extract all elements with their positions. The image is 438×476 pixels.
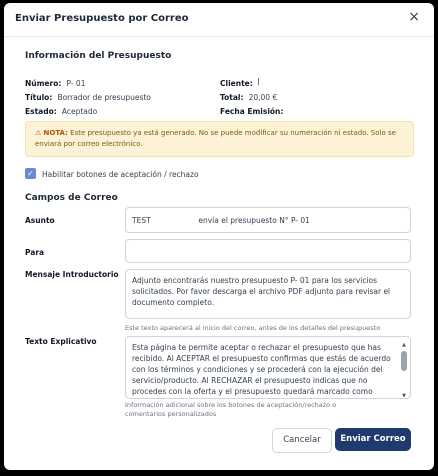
titulo-value: Borrador de presupuesto [57, 93, 151, 102]
cancel-button[interactable]: Cancelar [272, 428, 332, 453]
para-value [126, 240, 410, 254]
send-email-button[interactable]: Enviar Correo [335, 428, 411, 451]
enable-buttons-checkbox[interactable] [25, 168, 36, 179]
dialog-header [4, 3, 434, 37]
enable-buttons-label: Habilitar botones de aceptación / rechazo [42, 170, 199, 179]
estado-row [25, 99, 97, 118]
asunto-input[interactable] [125, 207, 411, 233]
fecha-row [220, 99, 283, 118]
checkmark-icon: ✓ [27, 169, 34, 178]
info-heading: Información del Presupuesto [25, 51, 172, 61]
mensaje-hint: Este texto aparecerá al inicio del correo, antes de los detalles del presupuesto [125, 324, 381, 332]
notice-box [25, 121, 414, 157]
notice-text-block [35, 128, 407, 150]
send-budget-dialog [4, 3, 434, 470]
asunto-label: Asunto [25, 216, 55, 225]
close-icon[interactable]: × [408, 9, 420, 25]
para-input[interactable] [125, 239, 411, 263]
texto-scrollbar[interactable] [401, 343, 407, 399]
total-value: 20,00 € [248, 93, 278, 102]
cliente-cursor [258, 78, 259, 85]
mensaje-textarea[interactable] [125, 269, 411, 319]
titulo-label: Título: [25, 93, 53, 102]
texto-hint: Información adicional sobre los botones de aceptación/rechazo o comentarios personalizados [125, 401, 337, 418]
total-label: Total: [220, 93, 244, 102]
texto-value: Esta página te permite aceptar o rechazar el presupuesto que has recibido. Al ACEPTAR el presupuesto confirmas que estás de acuerdo con los términos y condiciones y se procederá con la ejecución del servicio/producto. Al RECHAZAR el presupuesto indicas que no procedes con la oferta y el presupuesto quedará marcado como [132, 343, 391, 396]
notice-text: Este presupuesto ya está generado. No se puede modificar su numeración ni estado. Solo se enviará por correo electrónico. [35, 129, 396, 148]
cliente-label: Cliente: [220, 79, 253, 88]
scroll-down-icon[interactable]: ▼ [402, 393, 406, 399]
notice-bold: NOTA: [43, 129, 68, 137]
para-label: Para [25, 248, 45, 257]
texto-label: Texto Explicativo [25, 337, 97, 346]
fecha-label: Fecha Emisión: [220, 107, 284, 116]
mensaje-value: Adjunto encontrarás nuestro presupuesto P- 01 para los servicios solicitados. Por favor descarga el archivo PDF adjunto para revisar el documento completo. [132, 276, 393, 307]
asunto-value: TEST envía el presupuesto N° P- 01 [132, 216, 310, 225]
dialog-title: Enviar Presupuesto por Correo [15, 13, 189, 24]
numero-label: Número: [25, 79, 62, 88]
texto-textarea[interactable] [125, 336, 411, 399]
mensaje-label: Mensaje Introductorio [25, 270, 119, 279]
numero-value: P- 01 [66, 79, 86, 88]
estado-label: Estado: [25, 107, 57, 116]
scroll-thumb[interactable] [401, 351, 407, 371]
scroll-up-icon[interactable]: ▲ [402, 342, 406, 348]
email-fields-heading: Campos de Correo [25, 193, 118, 203]
warning-icon: ⚠ [35, 129, 42, 137]
estado-value: Aceptado [61, 107, 98, 116]
